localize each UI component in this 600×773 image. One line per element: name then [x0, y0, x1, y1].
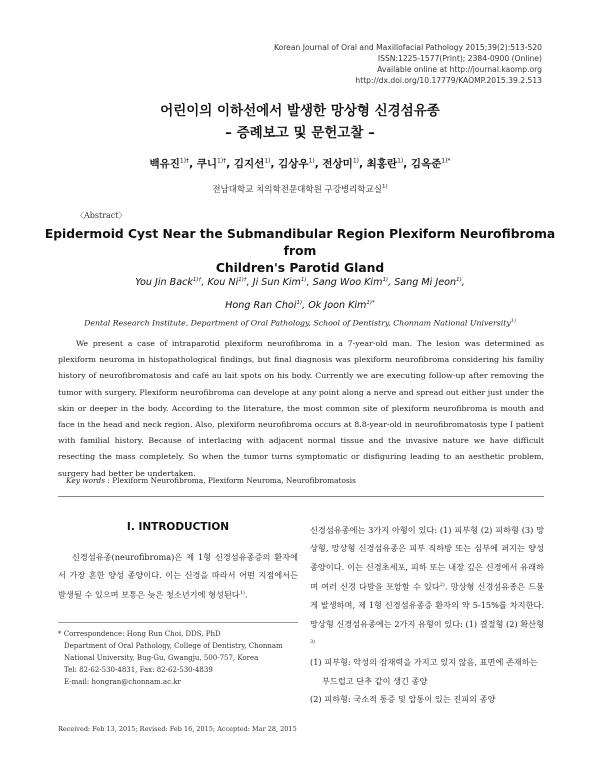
korean-affiliation: 전남대학교 치의학전문대학원 구강병리학교실$^{1)}$ [212, 184, 388, 195]
journal-doi[interactable]: http://dx.doi.org/10.17779/KAOMP.2015.39.2.513 [355, 76, 542, 85]
received-dates: Received: Feb 13, 2015; Revised: Feb 16, 2015; Accepted: Mar 28, 2015 [58, 725, 297, 733]
journal-issn: ISSN:1225-1577(Print); 2384-0900 (Online) [377, 54, 542, 63]
journal-url[interactable]: Available online at http://journal.kaomp.org [377, 65, 542, 74]
abstract-paragraph: We present a case of intraparotid plexiform neurofibroma in a 7-year-old man. The lesion was determined as plexiform neuroma in histopathological findings, but final diagnosis was plexiform neurofibroma considering his familiy history of neurofibromatosis and café au lait spots on his body. Currently we are executing follow-up after removing the tumor with surgery. Plexiform neurofibroma can develope at any point along a nerve and spread out either just under the skin or deeper in the body. According to the literature, the most common site of plexiform neurofibroma is mouth and face in the head and neck region. Also, plexiform neurofibroma occurs at 8.8-year-old in neurofibromatosis type I patient with familial history. Because of interlacing with adjacent normal tissue and the invasive nature we have difficult resecting the mass completely. So when the tumor turns symptomatic or disfiguring leading to an aesthetic problem, surgery had better be undertaken. [58, 339, 544, 478]
introduction-left-column [58, 548, 298, 604]
introduction-heading: Ⅰ. INTRODUCTION [126, 521, 230, 533]
english-author: Hong Ran Choi$^{1)}$ [225, 300, 303, 312]
abstract-body [58, 336, 544, 482]
english-author: Kou $Ni^{1)\dagger}$ [207, 277, 247, 289]
english-author: You Jin Back$^{1)\dagger}$ [135, 277, 202, 289]
english-authors-line1: You Jin Back$^{1)\dagger}$, Kou $Ni^{1)\dagger}$, Ji Sun Kim$^{1)}$, Sang Woo Kim$^{1)}$, Sang Mi Jeon$^{1)}$, [135, 277, 465, 289]
footnote-divider [58, 622, 298, 623]
korean-title [0, 100, 600, 144]
journal-header [274, 42, 542, 86]
korean-title-line2: – 증례보고 및 문헌고찰 – [225, 125, 375, 141]
correspondence-footnote [58, 628, 298, 688]
korean-author: 쿠니$^{1)\dagger}$ [196, 157, 227, 170]
korean-author: 백유진$^{1)\dagger}$ [149, 157, 190, 170]
english-title-line1: Epidermoid Cyst Near the Submandibular Region Plexiform Neurofibroma from [44, 227, 556, 258]
journal-citation: Korean Journal of Oral and Maxillofacial Pathology 2015;39(2):513-520 [273, 43, 542, 52]
keywords-text: : Plexiform Neurofibroma, Plexiform Neuroma, Neurofibromatosis [105, 476, 356, 485]
list-item: (1) 피부형: 악성의 잠재력을 가지고 있지 않음, 표면에 존재하는 부드럽고 단추 같이 생긴 종양 [310, 657, 538, 686]
english-affiliation: Dental Research Institute, Department of Oral Pathology, School of Dentistry, Chonnam National University$^{1)}$ [84, 318, 516, 328]
korean-author: 전상미$^{1)}$ [322, 157, 359, 170]
abstract-label: 〈Abstract〉 [76, 211, 127, 220]
korean-author: 김상우$^{1)}$ [278, 157, 315, 170]
english-authors-line2: Hong Ran Choi$^{1)}$, Ok Joon Kim$^{1)*}$ [225, 300, 375, 312]
english-author: Ji Sun Kim$^{1)}$ [252, 277, 307, 289]
korean-title-line1: 어린이의 이하선에서 발생한 망상형 신경섬유종 [160, 103, 440, 119]
correspondence-dept: Department of Oral Pathology, College of Dentistry, Chonnam [64, 642, 283, 650]
correspondence-name: * Correspondence: Hong Run Choi, DDS, PhD [58, 630, 221, 638]
list-item: (2) 피하형: 국소적 통증 및 압통이 있는 진피의 종양 [310, 694, 496, 705]
korean-author: 김옥준$^{1)*}$ [410, 157, 451, 170]
english-author: Ok Joon Kim$^{1)*}$ [308, 300, 375, 312]
english-title-line2: Children's Parotid Gland [215, 261, 385, 275]
korean-author: 최홍란$^{1)}$ [366, 157, 404, 170]
section-divider [58, 496, 544, 497]
correspondence-tel: Tel: 82-62-530-4831, Fax: 82-62-530-4839 [64, 666, 213, 674]
correspondence-address: National University, Bug-Gu, Gwangju, 500-757, Korea [64, 654, 259, 662]
korean-authors: 백유진$^{1)\dagger}$, 쿠니$^{1)\dagger}$, 김지선$^{1)}$, 김상우$^{1)}$, 전상미$^{1)}$, 최홍란$^{1)}$, 김옥준$^{1)*}$ [149, 157, 451, 170]
keywords [66, 476, 356, 485]
english-authors [0, 270, 600, 316]
english-author: Sang Woo Kim$^{1)}$ [312, 277, 389, 289]
correspondence-email[interactable]: E-mail: hongran@chonnam.ac.kr [64, 678, 181, 686]
keywords-label: Key words [66, 476, 106, 485]
english-author: Sang Mi Jeon$^{1)}$ [394, 277, 462, 289]
korean-author: 김지선$^{1)}$ [233, 157, 271, 170]
introduction-paragraph: 신경섬유종(neurofibroma)은 제 1형 신경섬유종증의 환자에서 가장 흔한 양성 종양이다. 이는 신경을 따라서 어떤 지점에서든 발생될 수 있으며 보통은 늦은 청소년기에 형성된다$^{1)}$. [58, 552, 298, 600]
right-column-paragraph: 신경섬유종에는 3가지 아형이 있다: (1) 피부형 (2) 피하형 (3) 망상형, 망상형 신경섬유종은 피부 직하방 또는 심부에 퍼지는 양성 종양이다. 이는 신경초세포, 피하 또는 내장 깊은 신경에서 유래하며 여러 신경 다발을 포함할 수 있다$^{2)}$. 망상형 신경섬유종은 드물게 발생하며, 제 1형 신경섬유종증 환자의 약 5-15%를 차지한다. 망상형 신경섬유종에는 2가지 유형이 있다: (1) 결절형 (2) 확산형$^{3)}$ [310, 525, 544, 646]
right-column [310, 521, 544, 709]
